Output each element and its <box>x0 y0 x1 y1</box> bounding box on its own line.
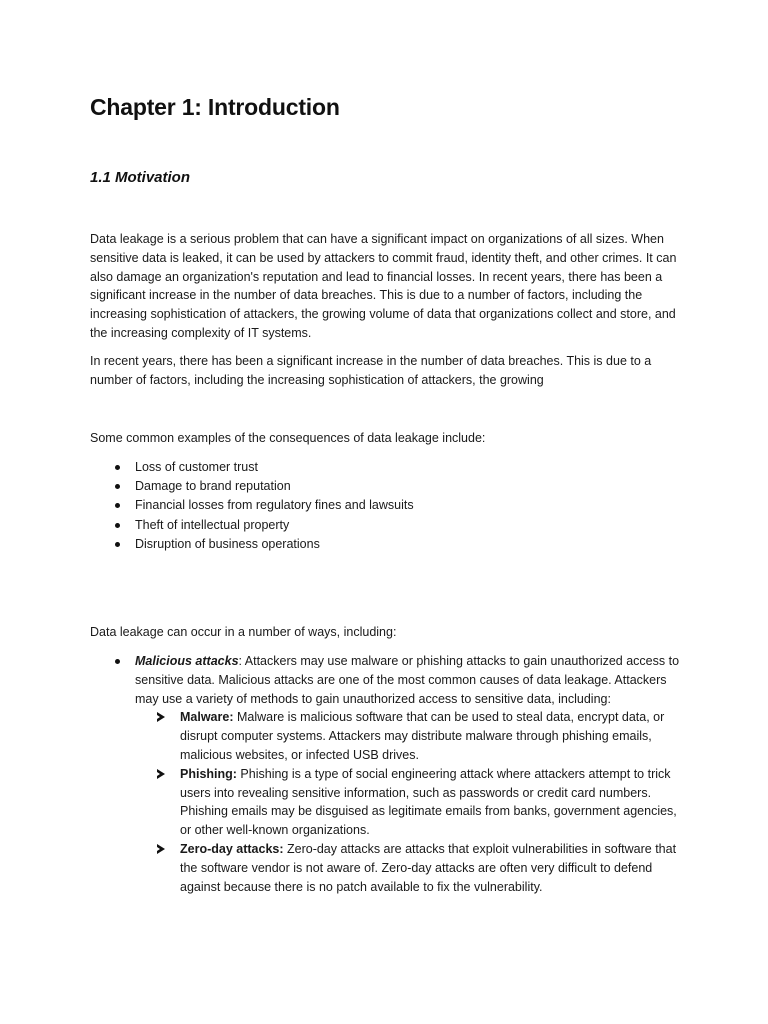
chapter-title: Chapter 1: Introduction <box>90 94 340 120</box>
paragraph: In recent years, there has been a significant increase in the number of data breaches. This is due to a number of factors, including the increasing sophistication of attackers, the growing <box>90 354 652 387</box>
arrow-bullet-icon <box>157 844 165 854</box>
list-item: Financial losses from regulatory fines and lawsuits <box>90 496 682 515</box>
ways-intro <box>90 623 682 642</box>
phishing-text: Phishing is a type of social engineering attack where attackers attempt to trick users into revealing sensitive information, such as passwords or credit card numbers. Phishing emails may be disguised as legitimate emails from banks, government agencies, or other well-known organizations. <box>180 766 677 838</box>
paragraph: Some common examples of the consequences of data leakage include: <box>90 431 486 445</box>
list-item: Loss of customer trust <box>90 458 682 477</box>
arrow-bullet-icon <box>157 712 165 722</box>
sub-item-phishing <box>135 765 682 840</box>
malicious-attacks-text: : Attackers may use malware or phishing attacks to gain unauthorized access to sensitive data. Malicious attacks are one of the most common causes of data leakage. Attackers may use a variety of methods to gain unauthorized access to sensitive data, including: <box>135 654 680 706</box>
consequences-intro <box>90 429 682 448</box>
list-item: Damage to brand reputation <box>90 477 682 496</box>
paragraph: Data leakage can occur in a number of ways, including: <box>90 625 397 639</box>
term-malicious-attacks: Malicious attacks <box>135 654 239 668</box>
term-zero-day: Zero-day attacks: <box>180 841 284 856</box>
term-phishing: Phishing: <box>180 766 237 781</box>
sub-item-malware <box>135 708 682 764</box>
motivation-paragraph-2 <box>90 352 682 390</box>
paragraph: Data leakage is a serious problem that can have a significant impact on organizations of all sizes. When sensitive data is leaked, it can be used by attackers to commit fraud, identity theft, and other crimes. It can also damage an organization's reputation and lead to financial losses. In recent years, there has been a significant increase in the number of data breaches. This is due to a number of factors, including the increasing sophistication of attackers, the growing volume of data that organizations collect and store, and the increasing complexity of IT systems. <box>90 232 677 340</box>
zero-day-text: Zero-day attacks are attacks that exploit vulnerabilities in software that the software vendor is not aware of. Zero-day attacks are often very difficult to defend against because there is no patch available to fix the vulnerability. <box>180 841 677 894</box>
sub-item-zero-day <box>135 840 682 896</box>
term-malware: Malware: <box>180 710 234 725</box>
ways-list <box>90 652 682 896</box>
arrow-bullet-icon <box>157 769 165 779</box>
list-item-malicious-attacks <box>90 652 682 896</box>
malware-text: Malware is malicious software that can be used to steal data, encrypt data, or disrupt computer systems. Attackers may distribute malware through phishing emails, malicious websites, or infected USB drives. <box>180 710 665 762</box>
motivation-paragraph-1 <box>90 230 682 343</box>
list-item: Disruption of business operations <box>90 535 682 554</box>
list-item: Theft of intellectual property <box>90 516 682 535</box>
section-title: 1.1 Motivation <box>90 169 191 186</box>
consequences-list <box>90 458 682 554</box>
